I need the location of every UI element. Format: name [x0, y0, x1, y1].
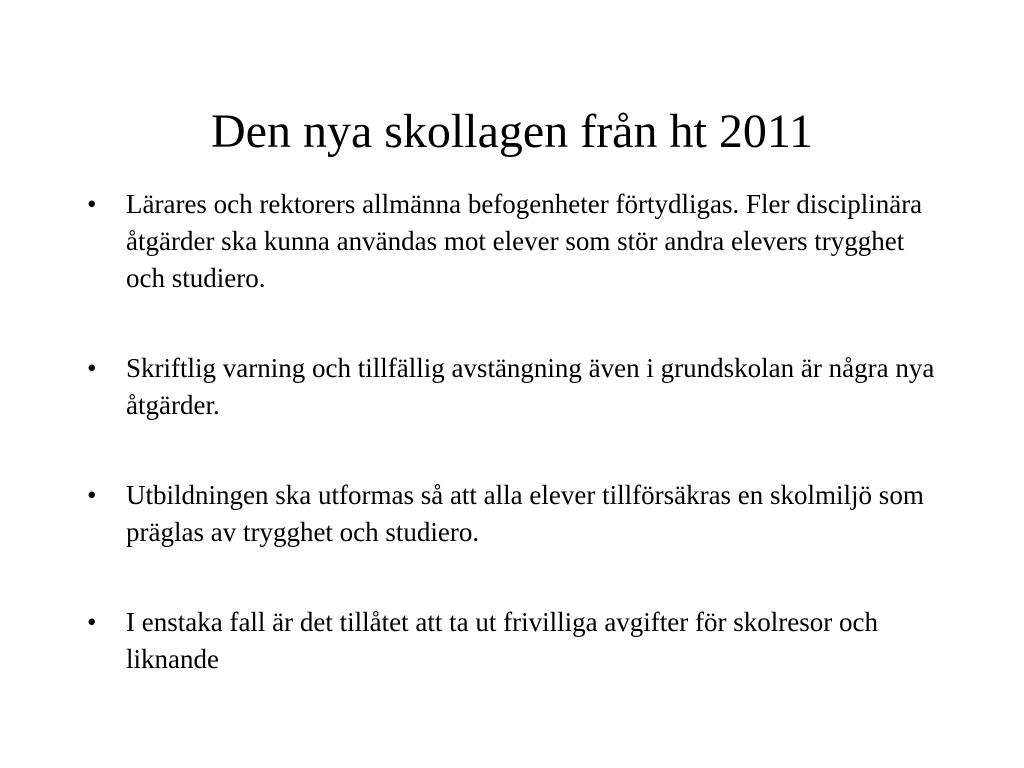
bullet-icon: •	[87, 607, 97, 637]
bullet-item	[87, 186, 947, 297]
slide-title: Den nya skollagen från ht 2011	[210, 105, 814, 158]
bullet-text: Lärares och rektorers allmänna befogenheter förtydligas. Fler disciplinära åtgärder ska kunna användas mot elever som stör andra elevers trygghet och studiero.	[126, 189, 923, 293]
bullet-list	[87, 186, 947, 731]
bullet-text: Skriftlig varning och tillfällig avstängning även i grundskolan är några nya åtgärder.	[126, 353, 935, 420]
bullet-item	[87, 477, 947, 551]
bullet-icon: •	[87, 189, 97, 219]
bullet-item	[87, 350, 947, 424]
bullet-icon: •	[87, 353, 97, 383]
bullet-item	[87, 604, 947, 678]
bullet-text: I enstaka fall är det tillåtet att ta ut frivilliga avgifter för skolresor och liknande	[126, 607, 878, 674]
bullet-icon: •	[87, 480, 97, 510]
bullet-text: Utbildningen ska utformas så att alla elever tillförsäkras en skolmiljö som präglas av trygghet och studiero.	[126, 480, 924, 547]
